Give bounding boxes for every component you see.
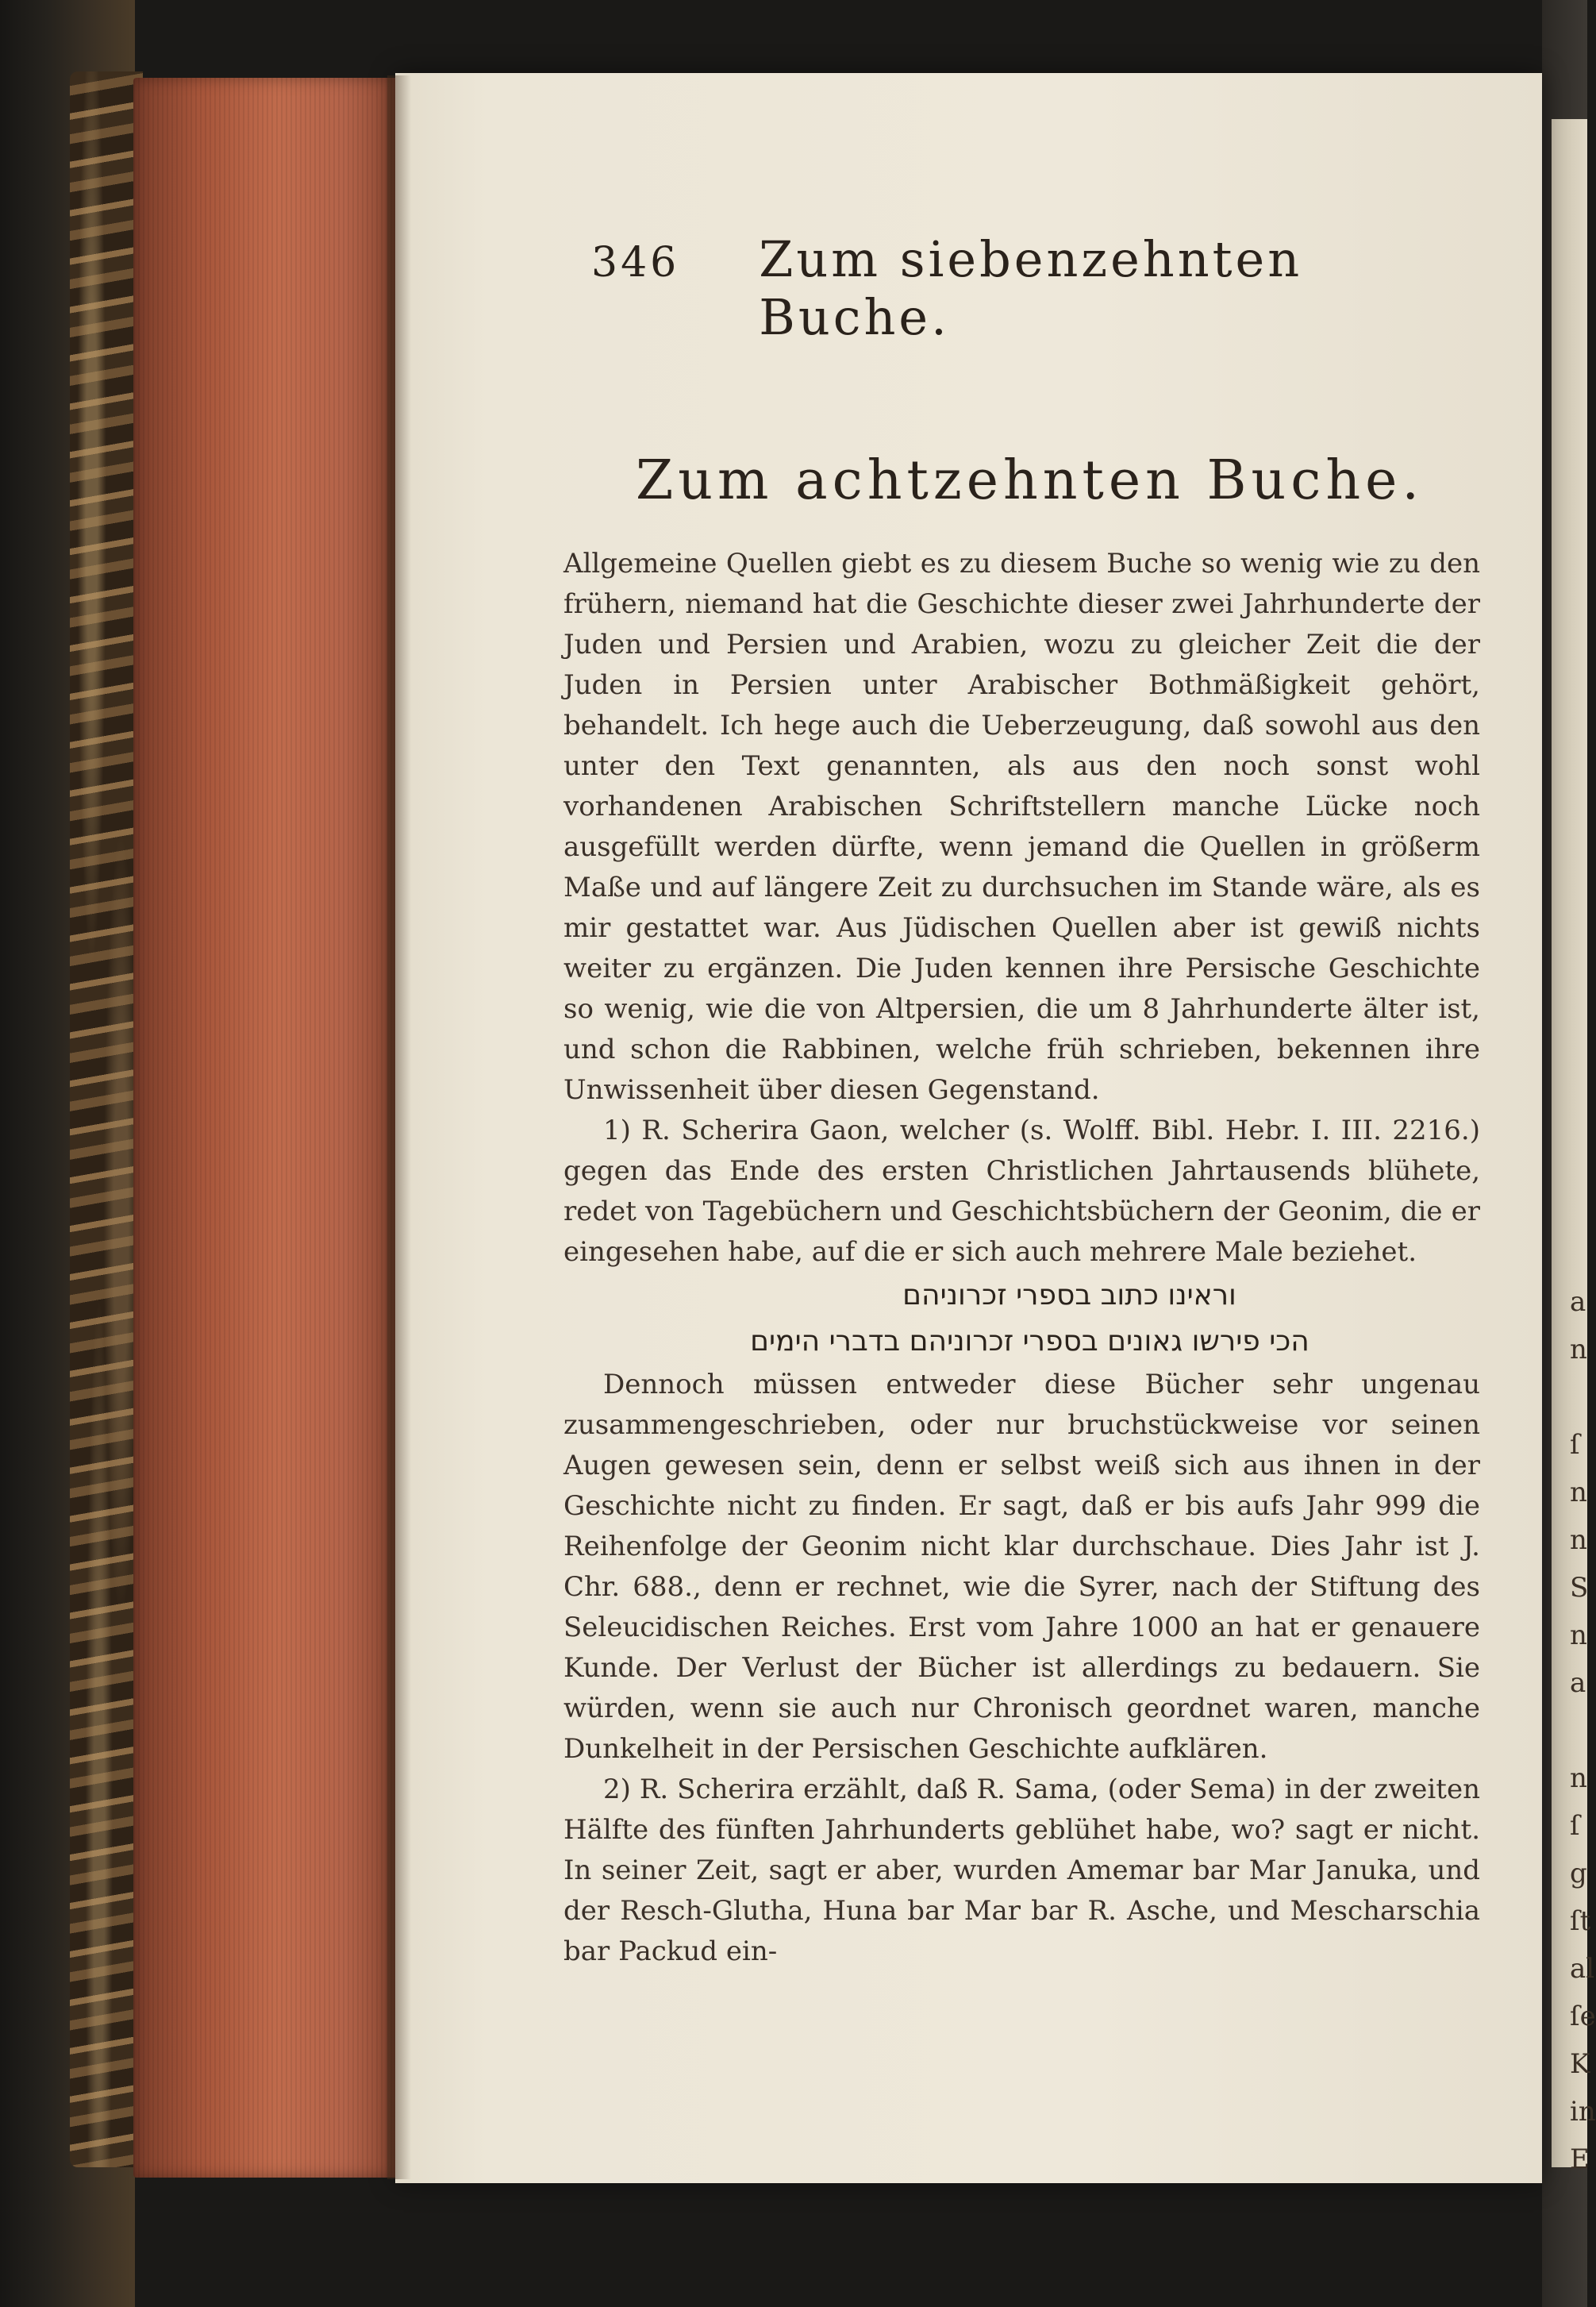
facing-page-letter: ſ [1570, 1429, 1580, 1461]
facing-page-letter [1570, 1373, 1587, 1421]
facing-page-letter: in [1570, 2096, 1596, 2128]
facing-page-letter: al [1570, 1953, 1595, 1985]
facing-page-letter [1570, 1707, 1587, 1754]
facing-page-letter: n [1570, 1477, 1587, 1508]
hebrew-quote-2: הכי פירשו גאונים בספרי זכרוניהם בדברי הימים [750, 1325, 1309, 1358]
facing-page-letter: K [1570, 2048, 1590, 2080]
page-content [563, 230, 1480, 1972]
facing-page-letter: a [1570, 1286, 1586, 1318]
facing-page-letter: n [1570, 1334, 1587, 1365]
intro-paragraph: Allgemeine Quellen giebt es zu diesem Buche so wenig wie zu den frühern, niemand hat die Geschichte dieser zwei Jahrhunderte der Juden und Persien und Arabien, wozu zu gleicher Zeit die der Juden in Persien unter Arabischer Bothmäßigkeit gehört, behandelt. Ich hege auch die Ueberzeugung, daß sowohl aus den unter den Text genannten, als aus den noch sonst wohl vorhandenen Arabischen Schriftstellern manche Lücke noch ausgefüllt werden dürfte, wenn jemand die Quellen in größerm Maße und auf längere Zeit zu durchsuchen im Stande wäre, als es mir gestattet war. Aus Jüdischen Quellen aber ist gewiß nichts weiter zu ergänzen. Die Juden kennen ihre Persische Geschichte so wenig, wie die von Altpersien, die um 8 Jahrhunderte älter ist, und schon die Rabbinen, welche früh schrieben, bekennen ihre Unwissenheit über diesen Gegenstand. [563, 548, 1480, 1106]
facing-page-letter: n [1570, 1620, 1587, 1651]
running-head [591, 230, 1480, 346]
hebrew-quote-1: וראינו כתוב בספרי זכרוניהם [902, 1279, 1236, 1311]
facing-page-letter: n [1570, 1762, 1587, 1794]
footnote-2: 2) R. Scherira erzählt, daß R. Sama, (oder Sema) in der zweiten Hälfte des fünften Jahrhunderts geblühet habe, wo? sagt er nicht. In seiner Zeit, sagt er aber, wurden Amemar bar Mar Januka, und der Resch-Glutha, Huna bar Mar bar R. Asche, und Mescharschia bar Packud ein- [563, 1774, 1480, 1967]
running-head-title: Zum siebenzehnten Buche. [759, 230, 1303, 346]
facing-page-letter: S [1570, 1572, 1589, 1604]
facing-page-letter: ſe [1570, 2001, 1596, 2032]
page-number: 346 [591, 239, 680, 287]
footnote-1: 1) R. Scherira Gaon, welcher (s. Wolff. Bibl. Hebr. I. III. 2216.) gegen das Ende des ersten Christlichen Jahrtausends blühete, redet von Tagebüchern und Geschichtsbüchern der Geonim, die er eingesehen habe, auf die er sich auch mehrere Male beziehet. [563, 1115, 1480, 1268]
footnote-1-continued: Dennoch müssen entweder diese Bücher sehr ungenau zusammengeschrieben, oder nur bruchstückweise vor seinen Augen gewesen sein, denn er selbst weiß sich aus ihnen in der Geschichte nicht zu finden. Er sagt, daß er bis aufs Jahr 999 die Reihenfolge der Geonim nicht klar durchschaue. Dies Jahr ist J. Chr. 688., denn er rechnet, wie die Syrer, nach der Stiftung des Seleucidischen Reiches. Erst vom Jahre 1000 an hat er genauere Kunde. Der Verlust der Bücher ist allerdings zu bedauern. Sie würden, wenn sie auch nur Chronisch geordnet waren, manche Dunkelheit in der Persischen Geschichte aufklären. [563, 1369, 1480, 1765]
facing-page-letter: E [1570, 2143, 1590, 2175]
facing-page-letter: g [1570, 1858, 1587, 1889]
marbled-board [70, 71, 143, 2167]
page-fore-edge [133, 78, 395, 2178]
gutter-shadow [387, 75, 411, 2179]
facing-page-letter: n [1570, 1524, 1587, 1556]
facing-page-letters [1570, 1278, 1596, 2183]
facing-page-letter: a [1570, 1667, 1586, 1699]
section-title: Zum achtzehnten Buche. [635, 449, 1425, 512]
facing-page-letter: ſ [1570, 1810, 1580, 1842]
facing-page-letter: ſt [1570, 1905, 1591, 1937]
